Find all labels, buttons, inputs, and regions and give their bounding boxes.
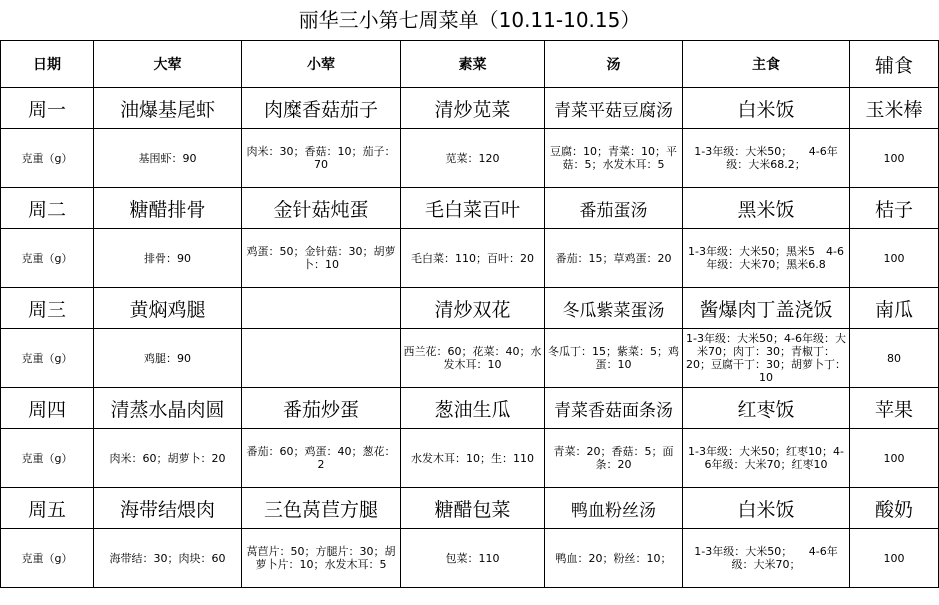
cell-xiaohun: 金针菇炖蛋 <box>242 188 401 229</box>
cell-dahun-w: 肉米：60；胡萝卜：20 <box>94 429 242 488</box>
day-row <box>1 88 939 129</box>
cell-xiaohun <box>242 288 401 329</box>
cell-weight-label: 克重（g） <box>1 229 94 288</box>
cell-weight-label: 克重（g） <box>1 429 94 488</box>
cell-fushi: 酸奶 <box>850 488 939 529</box>
cell-tang-w: 番茄：15；草鸡蛋：20 <box>545 229 683 288</box>
cell-fushi-w: 100 <box>850 229 939 288</box>
cell-tang: 番茄蛋汤 <box>545 188 683 229</box>
header-date: 日期 <box>1 41 94 88</box>
cell-xiaohun-w: 莴苣片：50；方腿片：30；胡萝卜片：10；水发木耳：5 <box>242 529 401 588</box>
day-row <box>1 388 939 429</box>
cell-tang-w: 青菜：20；香菇：5；面条：20 <box>545 429 683 488</box>
cell-fushi-w: 80 <box>850 329 939 388</box>
cell-tang: 鸭血粉丝汤 <box>545 488 683 529</box>
cell-dahun: 海带结煨肉 <box>94 488 242 529</box>
menu-table <box>0 40 939 588</box>
header-sucai: 素菜 <box>401 41 545 88</box>
cell-dahun-w: 基围虾：90 <box>94 129 242 188</box>
header-dahun: 大荤 <box>94 41 242 88</box>
weight-row <box>1 529 939 588</box>
cell-xiaohun-w: 肉米：30；香菇：10；茄子：70 <box>242 129 401 188</box>
cell-dahun-w: 海带结：30；肉块：60 <box>94 529 242 588</box>
cell-fushi-w: 100 <box>850 429 939 488</box>
cell-sucai: 毛白菜百叶 <box>401 188 545 229</box>
cell-tang: 青菜平菇豆腐汤 <box>545 88 683 129</box>
cell-weight-label: 克重（g） <box>1 129 94 188</box>
header-zhushi: 主食 <box>683 41 850 88</box>
cell-fushi-w: 100 <box>850 529 939 588</box>
cell-fushi: 玉米棒 <box>850 88 939 129</box>
cell-zhushi: 红枣饭 <box>683 388 850 429</box>
cell-tang-w: 冬瓜丁：15；紫菜：5；鸡蛋：10 <box>545 329 683 388</box>
cell-day: 周四 <box>1 388 94 429</box>
cell-fushi: 桔子 <box>850 188 939 229</box>
cell-zhushi: 酱爆肉丁盖浇饭 <box>683 288 850 329</box>
cell-xiaohun-w: 鸡蛋：50；金针菇：30；胡萝卜：10 <box>242 229 401 288</box>
cell-xiaohun-w <box>242 329 401 388</box>
cell-sucai-w: 水发木耳：10；生：110 <box>401 429 545 488</box>
cell-xiaohun: 肉糜香菇茄子 <box>242 88 401 129</box>
cell-weight-label: 克重（g） <box>1 329 94 388</box>
cell-day: 周五 <box>1 488 94 529</box>
cell-zhushi: 白米饭 <box>683 488 850 529</box>
header-tang: 汤 <box>545 41 683 88</box>
cell-zhushi-w: 1-3年级：大米50；4-6年级：大米70；肉丁：30；青椒丁：20；豆腐干丁：30；胡萝卜丁：10 <box>683 329 850 388</box>
cell-day: 周一 <box>1 88 94 129</box>
cell-sucai: 糖醋包菜 <box>401 488 545 529</box>
cell-zhushi: 白米饭 <box>683 88 850 129</box>
day-row <box>1 188 939 229</box>
cell-dahun: 糖醋排骨 <box>94 188 242 229</box>
header-row <box>1 41 939 88</box>
cell-tang: 冬瓜紫菜蛋汤 <box>545 288 683 329</box>
cell-tang: 青菜香菇面条汤 <box>545 388 683 429</box>
cell-zhushi: 黑米饭 <box>683 188 850 229</box>
cell-sucai-w: 西兰花：60；花菜：40；水发木耳：10 <box>401 329 545 388</box>
page-title: 丽华三小第七周菜单（10.11-10.15） <box>298 8 641 32</box>
cell-fushi-w: 100 <box>850 129 939 188</box>
cell-dahun: 清蒸水晶肉圆 <box>94 388 242 429</box>
cell-sucai: 葱油生瓜 <box>401 388 545 429</box>
cell-day: 周二 <box>1 188 94 229</box>
weight-row <box>1 229 939 288</box>
cell-zhushi-w: 1-3年级：大米50；红枣10；4-6年级：大米70；红枣10 <box>683 429 850 488</box>
cell-xiaohun: 番茄炒蛋 <box>242 388 401 429</box>
cell-dahun-w: 鸡腿：90 <box>94 329 242 388</box>
cell-zhushi-w: 1-3年级：大米50； 4-6年级：大米68.2； <box>683 129 850 188</box>
weight-row <box>1 129 939 188</box>
day-row <box>1 488 939 529</box>
cell-sucai: 清炒苋菜 <box>401 88 545 129</box>
cell-fushi: 南瓜 <box>850 288 939 329</box>
cell-weight-label: 克重（g） <box>1 529 94 588</box>
cell-sucai: 清炒双花 <box>401 288 545 329</box>
cell-zhushi-w: 1-3年级：大米50； 4-6年级：大米70； <box>683 529 850 588</box>
day-row <box>1 288 939 329</box>
weight-row <box>1 329 939 388</box>
cell-zhushi-w: 1-3年级：大米50；黑米5 4-6年级：大米70；黑米6.8 <box>683 229 850 288</box>
cell-sucai-w: 毛白菜：110；百叶：20 <box>401 229 545 288</box>
header-fushi: 辅食 <box>850 41 939 88</box>
cell-tang-w: 鸭血：20；粉丝：10； <box>545 529 683 588</box>
cell-xiaohun-w: 番茄：60；鸡蛋：40；葱花：2 <box>242 429 401 488</box>
cell-day: 周三 <box>1 288 94 329</box>
cell-xiaohun: 三色莴苣方腿 <box>242 488 401 529</box>
cell-sucai-w: 苋菜：120 <box>401 129 545 188</box>
cell-fushi: 苹果 <box>850 388 939 429</box>
header-xiaohun: 小荤 <box>242 41 401 88</box>
cell-tang-w: 豆腐：10；青菜：10；平菇：5；水发木耳：5 <box>545 129 683 188</box>
cell-dahun: 黄焖鸡腿 <box>94 288 242 329</box>
weight-row <box>1 429 939 488</box>
cell-dahun: 油爆基尾虾 <box>94 88 242 129</box>
cell-dahun-w: 排骨：90 <box>94 229 242 288</box>
cell-sucai-w: 包菜：110 <box>401 529 545 588</box>
